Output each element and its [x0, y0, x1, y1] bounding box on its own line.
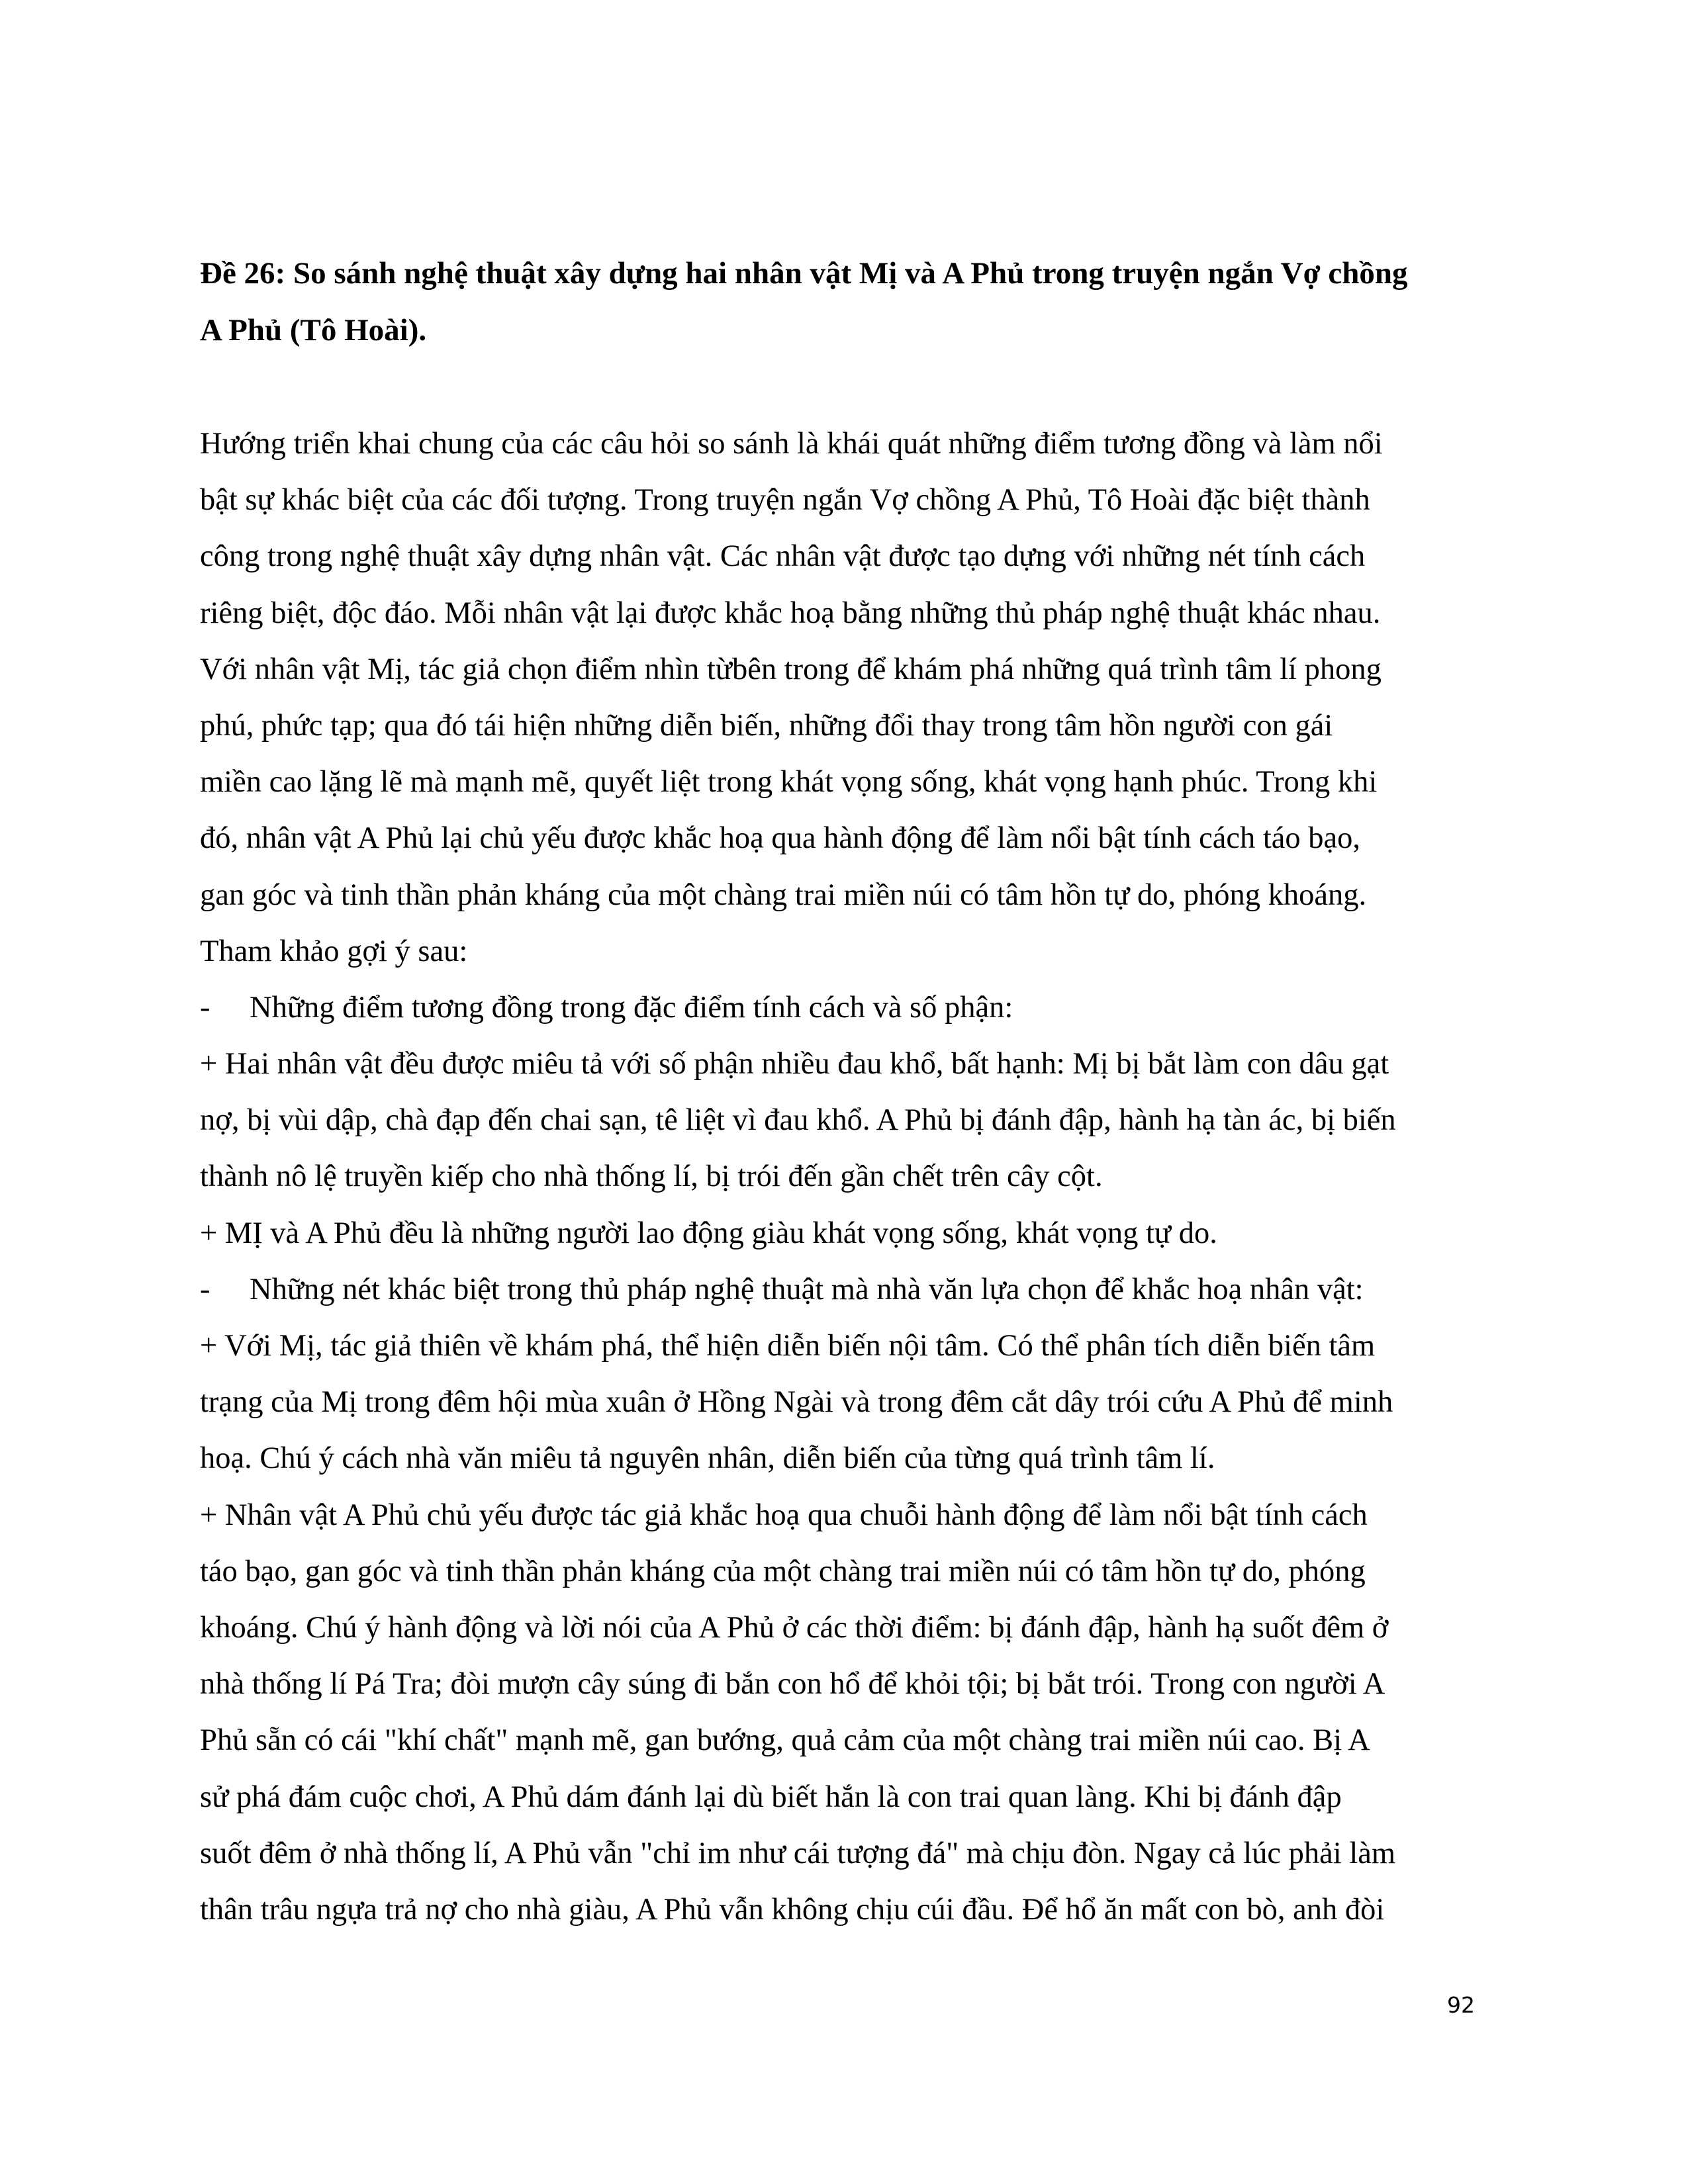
- text-line: suốt đêm ở nhà thống lí, A Phủ vẫn "chỉ im như cái tượng đá" mà chịu đòn. Ngay cả lúc phải làm: [200, 1836, 1396, 1870]
- text-line: riêng biệt, độc đáo. Mỗi nhân vật lại được khắc hoạ bằng những thủ pháp nghệ thuật khác nhau.: [200, 596, 1381, 630]
- text-line: sử phá đám cuộc chơi, A Phủ dám đánh lại dù biết hắn là con trai quan làng. Khi bị đánh đập: [200, 1780, 1342, 1814]
- body-text: [200, 416, 1396, 1938]
- text-line: nợ, bị vùi dập, chà đạp đến chai sạn, tê liệt vì đau khổ. A Phủ bị đánh đập, hành hạ tàn ác, bị biến: [200, 1103, 1396, 1138]
- text-line: gan góc và tinh thần phản kháng của một chàng trai miền núi có tâm hồn tự do, phóng khoáng.: [200, 878, 1367, 912]
- text-line: thân trâu ngựa trả nợ cho nhà giàu, A Phủ vẫn không chịu cúi đầu. Để hổ ăn mất con bò, anh đòi: [200, 1892, 1385, 1927]
- text-line: Hướng triển khai chung của các câu hỏi so sánh là khái quát những điểm tương đồng và làm nổi: [200, 427, 1383, 461]
- text-line: phú, phức tạp; qua đó tái hiện những diễn biến, những đổi thay trong tâm hồn người con gái: [200, 708, 1333, 743]
- text-line: Phủ sẵn có cái "khí chất" mạnh mẽ, gan bướng, quả cảm của một chàng trai miền núi cao. Bị A: [200, 1723, 1370, 1758]
- bullet-text: Những nét khác biệt trong thủ pháp nghệ thuật mà nhà văn lựa chọn để khắc hoạ nhân vật:: [250, 1272, 1364, 1306]
- text-line: trạng của Mị trong đêm hội mùa xuân ở Hồng Ngài và trong đêm cắt dây trói cứu A Phủ để minh: [200, 1385, 1393, 1420]
- text-line: Tham khảo gợi ý sau:: [200, 934, 468, 968]
- text-line: + Nhân vật A Phủ chủ yếu được tác giả khắc hoạ qua chuỗi hành động để làm nổi bật tính cách: [200, 1498, 1368, 1532]
- text-line: miền cao lặng lẽ mà mạnh mẽ, quyết liệt trong khát vọng sống, khát vọng hạnh phúc. Trong khi: [200, 765, 1378, 799]
- bullet-text: Những điểm tương đồng trong đặc điểm tính cách và số phận:: [250, 990, 1013, 1024]
- text-line: táo bạo, gan góc và tinh thần phản kháng của một chàng trai miền núi có tâm hồn tự do, phóng: [200, 1554, 1366, 1588]
- text-line: thành nô lệ truyền kiếp cho nhà thống lí, bị trói đến gần chết trên cây cột.: [200, 1160, 1103, 1194]
- text-line: + Hai nhân vật đều được miêu tả với số phận nhiều đau khổ, bất hạnh: Mị bị bắt làm con dâu gạt: [200, 1047, 1389, 1081]
- text-line: công trong nghệ thuật xây dựng nhân vật. Các nhân vật được tạo dựng với những nét tính cách: [200, 539, 1366, 574]
- text-line: + Với Mị, tác giả thiên về khám phá, thể hiện diễn biến nội tâm. Có thể phân tích diễn biến tâm: [200, 1329, 1376, 1363]
- page-title: [200, 245, 1408, 359]
- text-line: bật sự khác biệt của các đối tượng. Trong truyện ngắn Vợ chồng A Phủ, Tô Hoài đặc biệt thành: [200, 483, 1370, 518]
- title-line: A Phủ (Tô Hoài).: [200, 313, 427, 347]
- page-number: 92: [1447, 1992, 1475, 2018]
- text-line: nhà thống lí Pá Tra; đòi mượn cây súng đi bắn con hổ để khỏi tội; bị bắt trói. Trong con người A: [200, 1667, 1385, 1702]
- bullet-item: [200, 979, 1396, 1036]
- text-line: + MỊ và A Phủ đều là những người lao động giàu khát vọng sống, khát vọng tự do.: [200, 1216, 1217, 1250]
- bullet-marker: -: [200, 1272, 211, 1306]
- text-line: hoạ. Chú ý cách nhà văn miêu tả nguyên nhân, diễn biến của từng quá trình tâm lí.: [200, 1441, 1215, 1476]
- bullet-marker: -: [200, 990, 211, 1024]
- bullet-item: [200, 1261, 1396, 1318]
- text-line: khoáng. Chú ý hành động và lời nói của A Phủ ở các thời điểm: bị đánh đập, hành hạ suốt đêm ở: [200, 1610, 1389, 1645]
- title-line: Đề 26: So sánh nghệ thuật xây dựng hai nhân vật Mị và A Phủ trong truyện ngắn Vợ chồng: [200, 256, 1408, 291]
- text-line: Với nhân vật Mị, tác giả chọn điểm nhìn từbên trong để khám phá những quá trình tâm lí phong: [200, 652, 1382, 686]
- text-line: đó, nhân vật A Phủ lại chủ yếu được khắc hoạ qua hành động để làm nổi bật tính cách táo bạo,: [200, 821, 1361, 856]
